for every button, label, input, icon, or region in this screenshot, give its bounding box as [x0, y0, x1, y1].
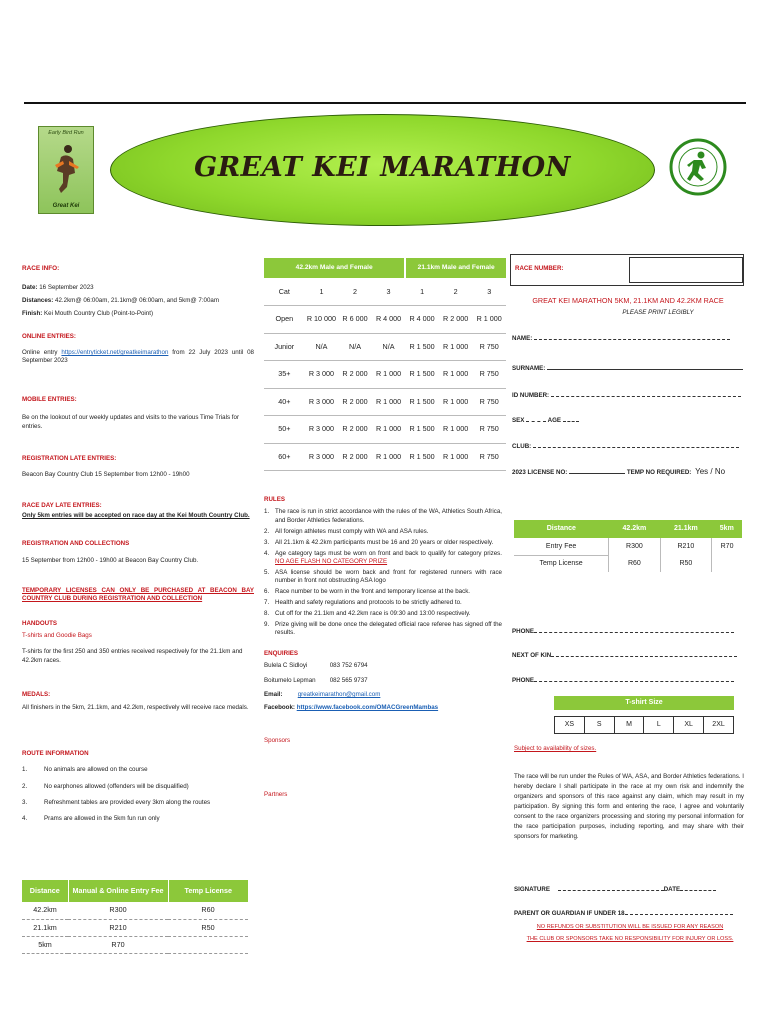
sponsors-label: Sponsors — [264, 736, 291, 744]
club-field[interactable]: CLUB: — [512, 443, 744, 451]
rule-item: 2. All foreign athletes must comply with WA and ASA rules. — [264, 527, 429, 535]
table-row: Junior N/A N/A N/A R 1 500 R 1 000 R 750 — [264, 333, 506, 361]
sex-age-field[interactable]: SEX AGE — [512, 417, 744, 425]
omac-club-logo — [668, 127, 728, 211]
left-fee-table — [22, 880, 248, 954]
fee-header-entry: Manual & Online Entry Fee — [68, 880, 168, 902]
form-title: GREAT KEI MARATHON 5KM, 21.1KM AND 42.2KM RACE — [532, 296, 724, 305]
temp-licence-note: TEMPORARY LICENSES CAN ONLY BE PURCHASED AT BEACON BAY COUNTRY CLUB DURING REGISTRATION AND COLLECTION — [22, 587, 254, 603]
entry-fee-table: Distance 42.2km 21.1km 5km Entry Fee R300 R210 R70 Temp License R60 R50 — [514, 520, 742, 572]
phone-field[interactable]: PHONE — [512, 628, 746, 636]
distances-value: 42.2km@ 06:00am, 21.1km@ 06:00am, and 5km@ 7:00am — [55, 297, 220, 304]
rule-item: 7. Health and safety regulations and protocols to be strictly adhered to. — [264, 599, 462, 607]
medals-text: All finishers in the 5km, 21.1km, and 42.2km, respectively will receive race medals. — [22, 703, 249, 711]
logo-left-bottom-text: Great Kei — [52, 202, 80, 209]
date-line — [22, 284, 254, 292]
table-row: Cat 1 2 3 1 2 3 — [264, 278, 506, 306]
email-link[interactable]: greatkeimarathon@gmail.com — [297, 690, 381, 698]
mobile-entries-heading: MOBILE ENTRIES: — [22, 395, 77, 403]
table-row: 60+ R 3 000 R 2 000 R 1 000 R 1 500 R 1 000 R 750 — [264, 443, 506, 471]
contact-fields — [512, 628, 746, 685]
refund-note: NO REFUNDS OR SUBSTITUTION WILL BE ISSUED FOR ANY REASON — [536, 924, 724, 930]
distances-line — [22, 297, 254, 305]
rule-item: 4. Age category tags must be worn on front and back to qualify for category prizes. NO AGE FLASH NO CATEGORY PRIZE — [264, 549, 502, 565]
route-item: 4. Prams are allowed in the 5km fun run only — [22, 815, 160, 823]
runner-icon — [51, 143, 81, 195]
enquiries-heading: ENQUIRIES — [264, 649, 299, 657]
kin-phone-field[interactable]: PHONE — [512, 677, 746, 685]
facebook-row: Facebook: https://www.facebook.com/OMACGreenMambas — [264, 704, 439, 712]
table-row: 40+ R 3 000 R 2 000 R 1 000 R 1 500 R 1 000 R 750 — [264, 388, 506, 416]
left-column — [22, 265, 254, 832]
page-title: GREAT KEI MARATHON — [194, 152, 571, 183]
route-item: 1. No animals are allowed on the course — [22, 766, 148, 774]
fee-header-distance: Distance — [22, 880, 68, 902]
size-availability-note: Subject to availability of sizes. — [514, 745, 597, 752]
late-entries-heading: REGISTRATION LATE ENTRIES: — [22, 454, 117, 462]
route-item: 3. Refreshment tables are provided every 3km along the routes — [22, 798, 211, 806]
size-option[interactable]: 2XL — [704, 717, 734, 734]
table-row: 42.2km R300 R60 — [22, 902, 248, 919]
rates-header-211: 21.1km Male and Female — [405, 258, 506, 278]
license-field[interactable]: 2023 LICENSE NO: TEMP NO REQUIRED: Yes / No — [512, 466, 726, 476]
finish-value: Kei Mouth Country Club (Point-to-Point) — [44, 310, 154, 318]
size-option[interactable]: S — [584, 717, 614, 734]
entry-form — [512, 296, 744, 478]
size-option[interactable]: XL — [674, 717, 704, 734]
email-row: Email: greatkeimarathon@gmail.com — [264, 690, 381, 698]
table-row: Open R 10 000 R 6 000 R 4 000 R 4 000 R 2 000 R 1 000 — [264, 306, 506, 334]
finish-label: Finish: — [22, 310, 43, 318]
size-option[interactable]: XS — [555, 717, 585, 734]
table-row: Temp License R60 R50 — [514, 555, 742, 572]
print-legibly: PLEASE PRINT LEGIBLY — [622, 308, 694, 316]
rules-heading: RULES — [264, 496, 285, 503]
guardian-field[interactable]: PARENT OR GUARDIAN IF UNDER 18 — [514, 910, 748, 918]
fee-header-temp: Temp License — [168, 880, 248, 902]
table-row: 35+ R 3 000 R 2 000 R 1 000 R 1 500 R 1 000 R 750 — [264, 361, 506, 389]
size-option[interactable]: L — [644, 717, 674, 734]
header-rule — [24, 102, 746, 104]
prize-money-table — [264, 258, 506, 471]
table-row: 50+ R 3 000 R 2 000 R 1 000 R 1 500 R 1 000 R 750 — [264, 416, 506, 444]
contact-row: Boitumelo Lepman 082 565 9737 — [264, 676, 368, 684]
route-heading: ROUTE INFORMATION — [22, 749, 89, 757]
table-row: 5km R70 — [22, 936, 248, 953]
race-day-heading: RACE DAY LATE ENTRIES: — [22, 501, 102, 509]
logo-left-top-text: Early Bird Run — [48, 130, 84, 136]
race-number-box[interactable] — [510, 254, 744, 286]
race-day-text: Only 5km entries will be accepted on race day at the Kei Mouth Country Club. — [22, 511, 250, 519]
rule-item: 8. Cut off for the 21.1km and 42.2km race is 09:30 and 13:00 respectively. — [264, 610, 471, 618]
finish-line — [22, 310, 254, 318]
handouts-text: T-shirts for the first 250 and 350 entries received respectively for the 21.1km and 42.2km races. — [22, 648, 243, 664]
online-entries-text — [22, 349, 254, 366]
race-number-label: RACE NUMBER: — [515, 265, 564, 272]
online-pre: Online entry — [22, 349, 58, 357]
handouts-heading: HANDOUTS — [22, 619, 58, 627]
rule-item: 5. ASA license should be worn back and front for registered runners with race number in front not obstructing ASA logo — [264, 568, 502, 585]
early-bird-logo — [38, 126, 94, 214]
signature-field[interactable]: SIGNATURE DATE — [514, 886, 748, 894]
table-row: Entry Fee R300 R210 R70 — [514, 538, 742, 555]
race-info-heading: RACE INFO: — [22, 265, 60, 272]
facebook-link[interactable]: https://www.facebook.com/OMACGreenMambas — [296, 704, 439, 712]
name-field[interactable]: NAME: — [512, 335, 744, 343]
next-of-kin-field[interactable]: NEXT OF KIN — [512, 652, 746, 660]
rates-header-422: 42.2km Male and Female — [264, 258, 405, 278]
partners-label: Partners — [264, 790, 288, 798]
reg-collection-heading: REGISTRATION AND COLLECTIONS — [22, 540, 130, 548]
table-row: 21.1km R210 R50 — [22, 919, 248, 936]
online-post: from 22 July 2023 until 08 September 2023 — [22, 349, 254, 365]
rule-item: 1. The race is run in strict accordance with the rules of the WA, Athletics South Africa, and Border Athletics federations. — [264, 508, 502, 524]
rule-item: 3. All 21.1km & 42.2km participants must be 16 and 20 years or older respectively. — [264, 538, 494, 546]
liability-note: THE CLUB OR SPONSORS TAKE NO RESPONSIBILITY FOR INJURY OR LOSS. — [526, 936, 734, 942]
medals-heading: MEDALS: — [22, 691, 51, 699]
distances-label: Distances: — [22, 297, 54, 304]
handouts-subheading: T-shirts and Goodie Bags — [22, 632, 92, 640]
declaration-text: The race will be run under the Rules of WA, ASA, and Border Athletics federations. I hereby declare I shall participate in the race at my own risk and indemnify the organizers and sponsors of this race against any claim, which may result in my participation. By signing this form and entering the race, I agree and voluntarily consent to the race organizers processing and storing my personal information for the race participation purposes, including reporting, and may share with their sponsors for marketing. — [514, 773, 744, 840]
middle-column — [264, 496, 502, 799]
rule-item: 9. Prize giving will be done once the delegated official race referee has signed off the results. — [264, 621, 502, 637]
id-number-field[interactable]: ID NUMBER: — [512, 392, 744, 400]
date-value: 16 September 2023 — [39, 283, 94, 291]
online-entries-heading: ONLINE ENTRIES: — [22, 332, 76, 340]
online-entry-link[interactable]: https://entryticket.net/greatkeimarathon — [61, 349, 169, 357]
size-option[interactable]: M — [614, 717, 644, 734]
race-number-field[interactable] — [629, 257, 743, 283]
contact-row: Bulela C Sidloyi 083 752 6794 — [264, 662, 368, 670]
tshirt-heading: T-shirt Size — [554, 696, 734, 710]
age-flash-note: NO AGE FLASH NO CATEGORY PRIZE — [275, 557, 388, 565]
route-list — [22, 766, 254, 823]
late-entries-text: Beacon Bay Country Club 15 September from 12h00 - 19h00 — [22, 471, 190, 479]
route-item: 2. No earphones allowed (offenders will be disqualified) — [22, 782, 189, 790]
surname-field[interactable]: SURNAME: — [512, 365, 744, 373]
reg-collection-text: 15 September from 12h00 - 19h00 at Beacon Bay Country Club. — [22, 556, 199, 564]
rule-item: 6. Race number to be worn in the front and temporary license at the back. — [264, 588, 471, 596]
temp-required-choice[interactable]: Yes / No — [695, 466, 726, 476]
rules-list — [264, 508, 502, 637]
mobile-entries-text: Be on the lookout of our weekly updates and visits to the various Time Trials for entries. — [22, 414, 240, 430]
date-label: Date: — [22, 283, 38, 291]
tshirt-size-table — [554, 716, 734, 734]
